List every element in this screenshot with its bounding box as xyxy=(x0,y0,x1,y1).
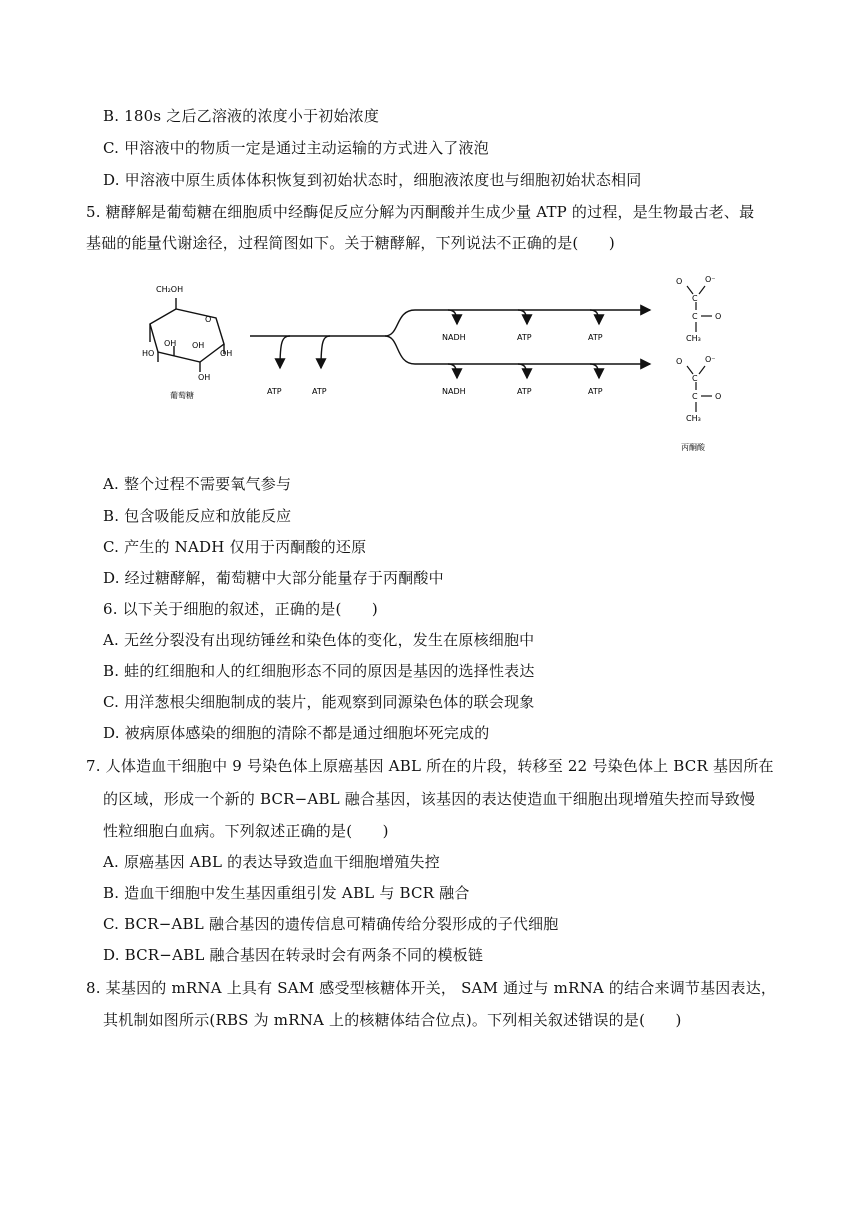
atp-lower-2: ATP xyxy=(588,387,603,396)
pyruvate-upper-ominus: O⁻ xyxy=(705,275,716,284)
atp-upper-2: ATP xyxy=(588,333,603,342)
pyruvate-upper-o: O xyxy=(676,277,683,286)
glucose-o: O xyxy=(205,315,212,324)
glucose-ch2oh: CH₂OH xyxy=(156,285,184,294)
q6-option-d: D. 被病原体感染的细胞的清除不都是通过细胞坏死完成的 xyxy=(103,724,490,742)
pyruvate-lower-o: O xyxy=(676,357,683,366)
q7-stem-line2: 的区域，形成一个新的 BCR−ABL 融合基因，该基因的表达使造血干细胞出现增殖失控而导致慢 xyxy=(103,790,756,808)
glucose-oh-2: OH xyxy=(192,341,205,350)
glucose-structure xyxy=(150,298,224,372)
pyruvate-lower-c2: C xyxy=(692,392,698,401)
q7-option-d: D. BCR−ABL 融合基因在转录时会有两条不同的模板链 xyxy=(103,946,484,964)
q5-stem-line2: 基础的能量代谢途径，过程简图如下。关于糖酵解，下列说法不正确的是( ) xyxy=(86,234,615,252)
pyruvate-structure-upper xyxy=(687,286,712,332)
q4-option-d: D. 甲溶液中原生质体体积恢复到初始状态时，细胞液浓度也与细胞初始状态相同 xyxy=(103,171,642,189)
pyruvate-lower-o2: O xyxy=(715,392,722,401)
atp-upper-1: ATP xyxy=(517,333,532,342)
glycolysis-diagram xyxy=(120,262,760,462)
atp-input-1: ATP xyxy=(267,387,282,396)
pyruvate-label: 丙酮酸 xyxy=(681,443,705,452)
nadh-lower: NADH xyxy=(442,387,466,396)
glucose-label: 葡萄糖 xyxy=(170,391,194,400)
q5-option-a: A. 整个过程不需要氧气参与 xyxy=(103,475,292,493)
q7-stem-line1: 7. 人体造血干细胞中 9 号染色体上原癌基因 ABL 所在的片段，转移至 22 号染色体上 BCR 基因所在 xyxy=(86,757,774,775)
q5-stem-line1: 5. 糖酵解是葡萄糖在细胞质中经酶促反应分解为丙酮酸并生成少量 ATP 的过程，是生物最古老、最 xyxy=(86,203,755,221)
pyruvate-lower-ch3: CH₃ xyxy=(686,414,701,423)
q4-option-c: C. 甲溶液中的物质一定是通过主动运输的方式进入了液泡 xyxy=(103,139,489,157)
q5-option-c: C. 产生的 NADH 仅用于丙酮酸的还原 xyxy=(103,538,367,556)
glucose-ho: HO xyxy=(142,349,155,358)
q7-option-c: C. BCR−ABL 融合基因的遗传信息可精确传给分裂形成的子代细胞 xyxy=(103,915,559,933)
glucose-oh-1: OH xyxy=(164,339,177,348)
q6-option-c: C. 用洋葱根尖细胞制成的装片，能观察到同源染色体的联会现象 xyxy=(103,693,535,711)
q6-option-b: B. 蛙的红细胞和人的红细胞形态不同的原因是基因的选择性表达 xyxy=(103,662,535,680)
nadh-upper: NADH xyxy=(442,333,466,342)
glucose-oh-3: OH xyxy=(220,349,233,358)
q7-stem-line3: 性粒细胞白血病。下列叙述正确的是( ) xyxy=(103,822,389,840)
atp-input-2: ATP xyxy=(312,387,327,396)
q8-stem-line1: 8. 某基因的 mRNA 上具有 SAM 感受型核糖体开关， SAM 通过与 mRNA 的结合来调节基因表达， xyxy=(86,979,777,997)
q5-option-d: D. 经过糖酵解，葡萄糖中大部分能量存于丙酮酸中 xyxy=(103,569,444,587)
q6-option-a: A. 无丝分裂没有出现纺锤丝和染色体的变化，发生在原核细胞中 xyxy=(103,631,535,649)
glucose-oh-4: OH xyxy=(198,373,211,382)
q7-option-b: B. 造血干细胞中发生基因重组引发 ABL 与 BCR 融合 xyxy=(103,884,470,902)
pyruvate-upper-c2: C xyxy=(692,312,698,321)
q5-option-b: B. 包含吸能反应和放能反应 xyxy=(103,507,292,525)
atp-lower-1: ATP xyxy=(517,387,532,396)
q4-option-b: B. 180s 之后乙溶液的浓度小于初始浓度 xyxy=(103,107,380,125)
pyruvate-structure-lower xyxy=(687,366,712,412)
pathway-lines xyxy=(250,310,650,378)
pyruvate-lower-c1: C xyxy=(692,374,698,383)
pyruvate-lower-ominus: O⁻ xyxy=(705,355,716,364)
pyruvate-upper-c1: C xyxy=(692,294,698,303)
pyruvate-upper-ch3: CH₃ xyxy=(686,334,701,343)
q8-stem-line2: 其机制如图所示(RBS 为 mRNA 上的核糖体结合位点)。下列相关叙述错误的是( ) xyxy=(103,1011,682,1029)
pyruvate-upper-o2: O xyxy=(715,312,722,321)
q7-option-a: A. 原癌基因 ABL 的表达导致造血干细胞增殖失控 xyxy=(103,853,440,871)
q6-stem: 6. 以下关于细胞的叙述，正确的是( ) xyxy=(103,600,378,618)
